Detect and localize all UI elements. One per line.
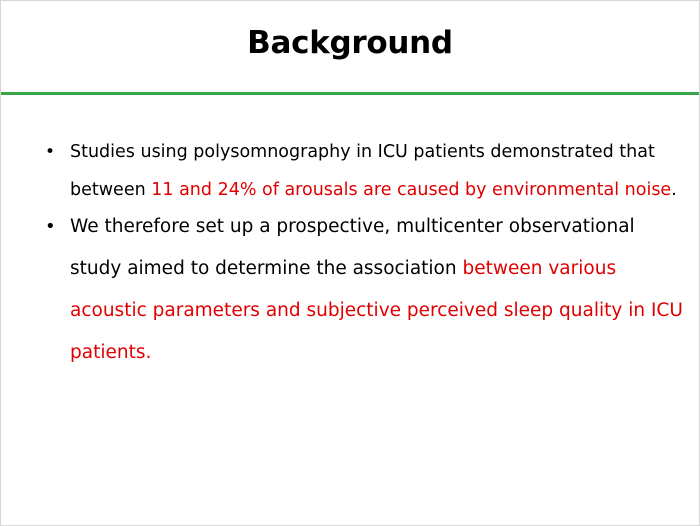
bullet-2-text: We therefore set up a prospective, multicenter observational study aimed to determine the association (70, 216, 635, 279)
bullet-1-text-end: . (671, 180, 677, 200)
title-divider (1, 92, 699, 95)
slide-title: Background (247, 25, 453, 61)
bullet-1-highlight: 11 and 24% of arousals are caused by environmental noise (151, 180, 672, 200)
bullet-point-icon: • (45, 216, 56, 237)
bullet-1-text: Studies using polysomnography in ICU patients demonstrated that between (70, 142, 655, 200)
bullet-point-icon: • (45, 142, 56, 162)
bullet-2-highlight: between various acoustic parameters and subjective perceived sleep quality in ICU patients. (70, 258, 683, 363)
bullet-list (45, 133, 685, 374)
bullet-item-1 (45, 133, 685, 209)
bullet-item-2 (45, 206, 685, 374)
